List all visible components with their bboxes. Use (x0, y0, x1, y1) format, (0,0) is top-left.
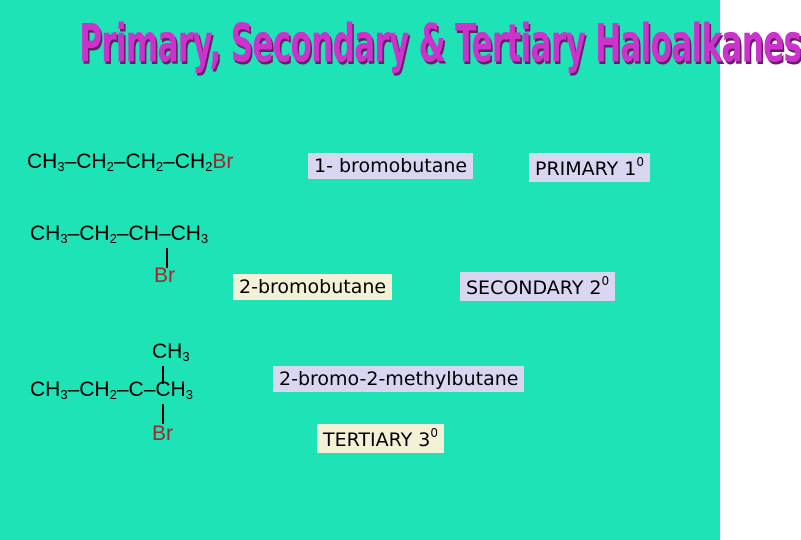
bond-dash: – (143, 378, 156, 401)
formula-part: CH (125, 150, 156, 173)
formula-part: CH (30, 378, 61, 401)
degree-superscript: 0 (601, 274, 610, 288)
formula-part: CH (128, 222, 159, 245)
primary-name-box: 1- bromobutane (308, 153, 473, 179)
formula-subscript: 3 (60, 387, 68, 402)
formula-part: CH (170, 222, 201, 245)
bond-dash: – (67, 378, 80, 401)
slide-title: Primary, Secondary & Tertiary Haloalkanes (79, 14, 801, 75)
primary-formula (27, 150, 233, 174)
tertiary-top-methyl (152, 340, 190, 364)
formula-part: CH (79, 378, 110, 401)
formula-subscript: 2 (205, 159, 213, 174)
formula-part: CH (27, 150, 58, 173)
formula-part: C (128, 378, 144, 401)
formula-subscript: 3 (200, 231, 209, 246)
tertiary-bottom-bond-line (162, 404, 164, 424)
bond-dash: – (67, 222, 80, 245)
class-label: SECONDARY 2 (466, 277, 602, 299)
formula-subscript: 2 (109, 387, 117, 402)
secondary-bromine-label: Br (154, 264, 175, 287)
formula-subscript: 3 (182, 349, 190, 364)
tertiary-bromine-label: Br (152, 422, 173, 445)
class-label: TERTIARY 3 (323, 429, 431, 451)
bromine-label: Br (212, 150, 234, 173)
formula-part: CH (152, 340, 183, 363)
formula-subscript: 2 (155, 159, 164, 174)
formula-subscript: 3 (60, 231, 68, 246)
formula-part: CH (174, 150, 206, 173)
bond-dash: – (158, 222, 171, 245)
degree-superscript: 0 (430, 426, 438, 440)
formula-part: CH (30, 222, 61, 245)
formula-subscript: 3 (185, 387, 193, 402)
tertiary-class-box (317, 424, 444, 453)
bond-dash: – (116, 222, 129, 245)
degree-superscript: 0 (636, 155, 645, 169)
secondary-formula (30, 222, 208, 246)
primary-class-box (529, 153, 650, 182)
formula-part: CH (155, 378, 186, 401)
formula-part: CH (76, 150, 107, 173)
bond-dash: – (64, 150, 77, 173)
tertiary-name-box: 2-bromo-2-methylbutane (273, 366, 524, 392)
formula-part: CH (79, 222, 110, 245)
formula-subscript: 2 (106, 159, 114, 174)
bond-dash: – (113, 150, 126, 173)
formula-subscript: 3 (57, 159, 65, 174)
formula-subscript: 2 (109, 231, 117, 246)
secondary-class-box (460, 272, 615, 301)
tertiary-formula (30, 378, 193, 402)
secondary-name-box: 2-bromobutane (233, 274, 392, 300)
bond-dash: – (163, 150, 175, 173)
bond-dash: – (116, 378, 129, 401)
class-label: PRIMARY 1 (535, 158, 637, 180)
